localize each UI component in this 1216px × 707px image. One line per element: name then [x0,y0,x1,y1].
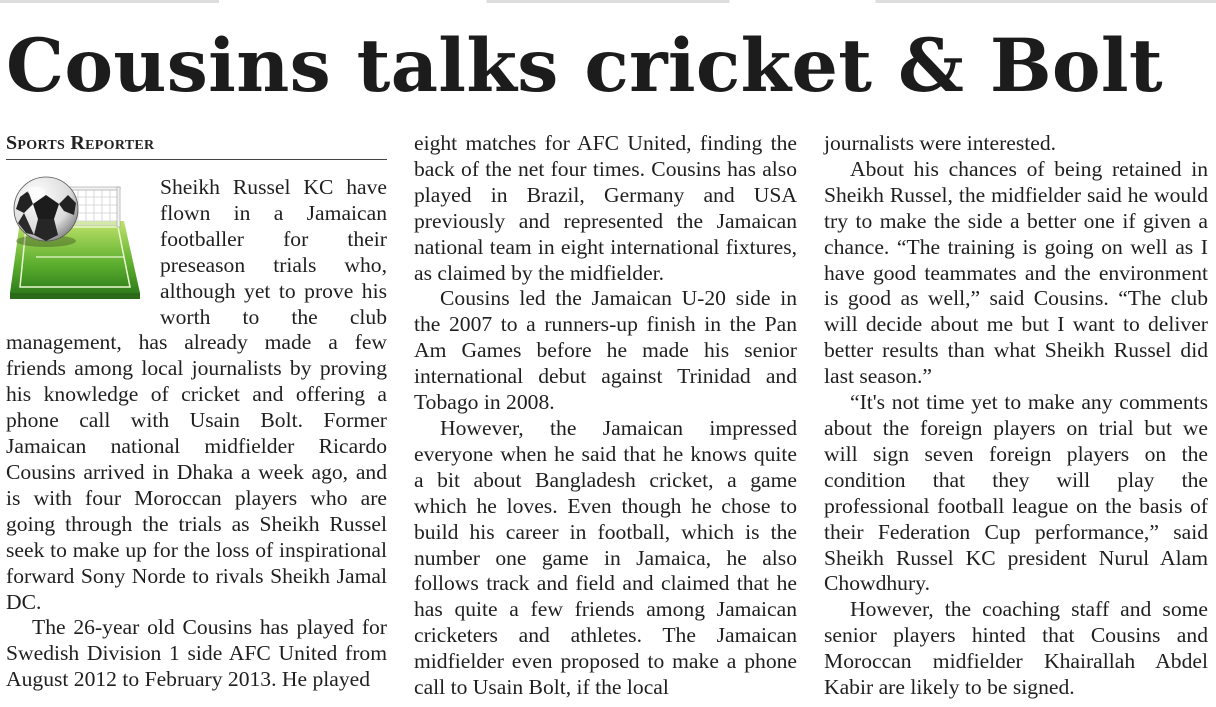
paragraph-7: About his chances of being retained in Sheikh Russel, the midfielder said he would try to make the side a better one if given a chance. “The training is going on well as I have good teammates and the environment is good as well,” said Cousins. “The club will decide about me but I want to deliver better results than what Sheikh Russel did last season.” [824,156,1208,389]
paragraph-6: journalists were interested. [824,131,1057,155]
column-1 [6,131,387,693]
paragraph-8: “It's not time yet to make any comments about the foreign players on trial but we will sign seven foreign players on the condition that they will play the professional football league on the basis of their Federation Cup performance,” said Sheikh Russel KC president Nurul Alam Chowdhury. [824,390,1208,596]
headline: Cousins talks cricket & Bolt [6,23,1163,109]
soccer-ball-on-field-icon [6,175,144,307]
previous-article-edge [0,0,1216,3]
byline: Sports Reporter [6,131,387,160]
paragraph-2: The 26-year old Cousins has played for Swedish Division 1 side AFC United from August 2012 to February 2013. He played [6,615,387,692]
paragraph-5: However, the Jamaican impressed everyone when he said that he knows quite a bit about Bangladesh cricket, a game which he loves. Even though he chose to build his career in football, which is the number one game in Jamaica, he also follows track and field and claimed that he has quite a few friends among Jamaican cricketers and athletes. The Jamaican midfielder even proposed to make a phone call to Usain Bolt, if the local [414,415,797,700]
paragraph-9: However, the coaching staff and some senior players hinted that Cousins and Moroccan midfielder Khairallah Abdel Kabir are likely to be signed. [824,597,1208,700]
paragraph-4: Cousins led the Jamaican U-20 side in the 2007 to a runners-up finish in the Pan Am Games before he made his senior international debut against Trinidad and Tobago in 2008. [414,286,797,415]
paragraph-1: Sheikh Russel KC have flown in a Jamaican footballer for their preseason trials who, although yet to prove his worth to the club management, has already made a few friends among local journalists by proving his knowledge of cricket and offering a phone call with Usain Bolt. Former Jamaican national midfielder Ricardo Cousins arrived in Dhaka a week ago, and is with four Moroccan players who are going through the trials as Sheikh Russel seek to make up for the loss of inspirational forward Sony Norde to rivals Sheikh Jamal DC. [6,175,387,614]
paragraph-3: eight matches for AFC United, finding the back of the net four times. Cousins has also played in Brazil, Germany and USA previously and represented the Jamaican national team in eight international fixtures, as claimed by the midfielder. [414,131,797,285]
column-2 [414,131,797,701]
column-3 [824,131,1208,701]
